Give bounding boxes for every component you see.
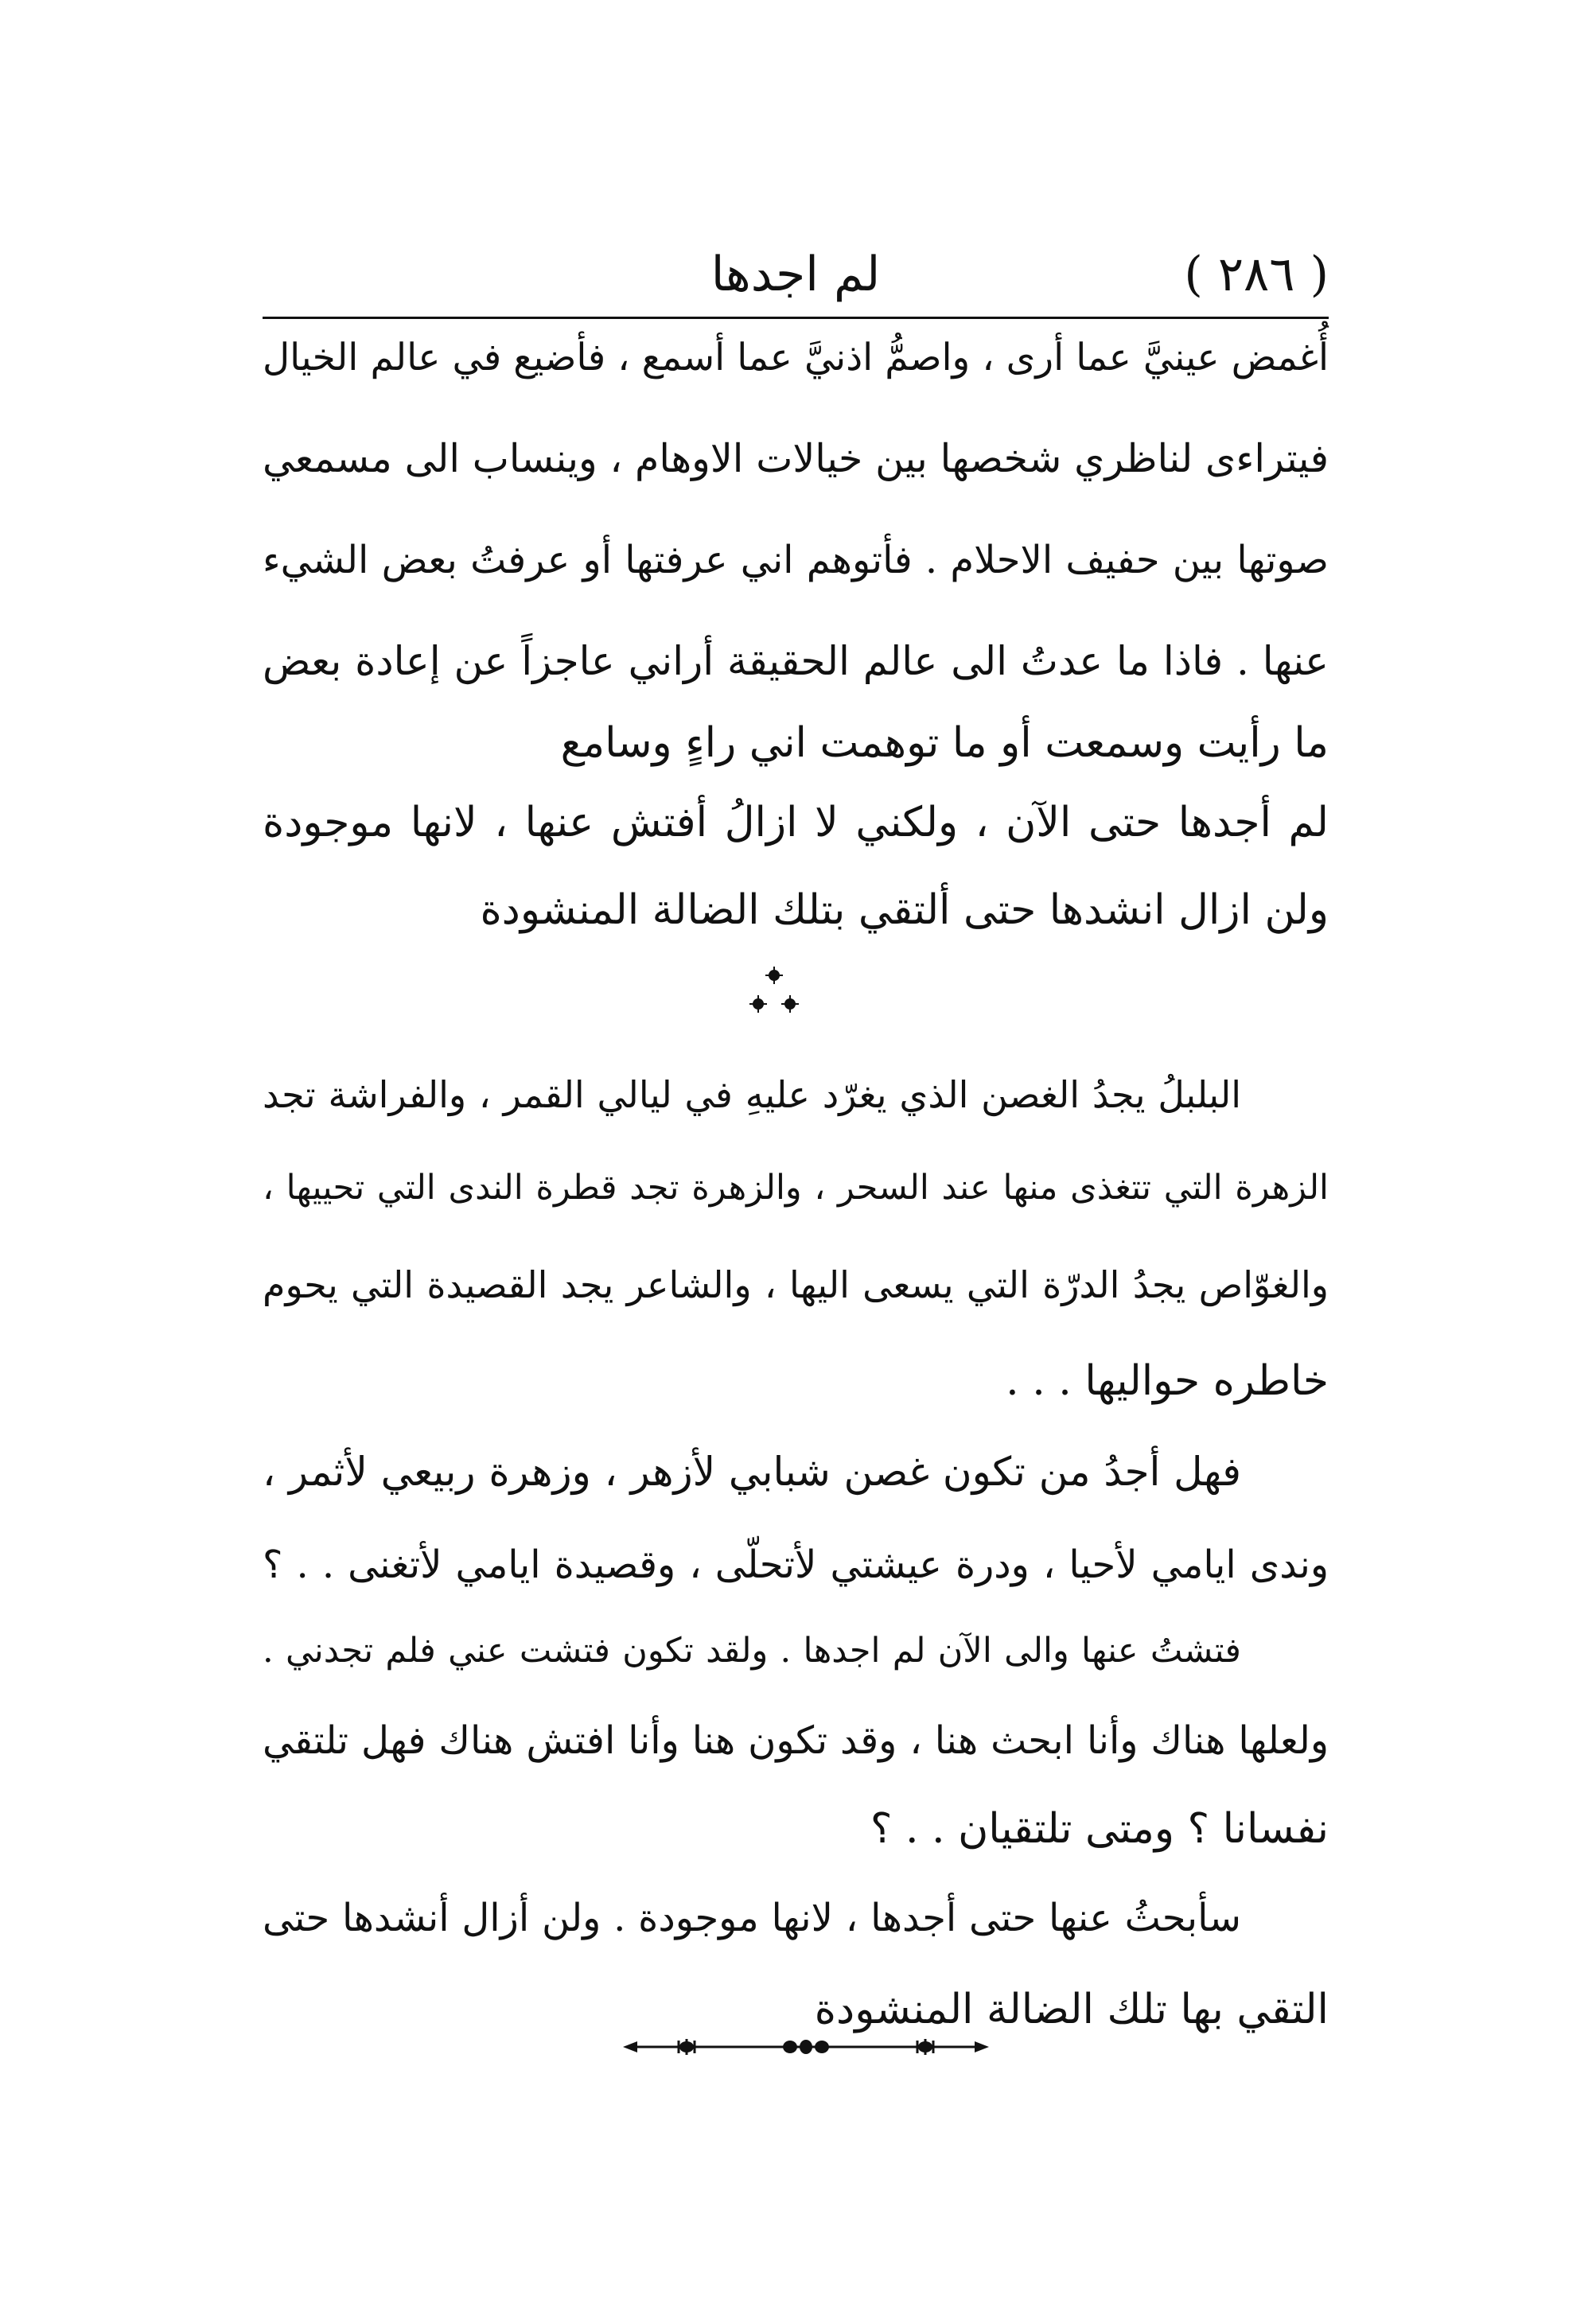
asterism-icon	[734, 964, 814, 1028]
text-line: والغوّاص يجدُ الدرّة التي يسعى اليها ، والشاعر يجد القصيدة التي يحوم	[263, 1263, 1329, 1306]
chapter-title: لم اجدها	[710, 247, 881, 302]
text-line: لم أجدها حتى الآن ، ولكني لا ازالُ أفتش عنها ، لانها موجودة	[263, 799, 1329, 846]
running-head	[263, 231, 1329, 318]
text-line: فيتراءى لناظري شخصها بين خيالات الاوهام ، وينساب الى مسمعي	[263, 436, 1329, 481]
page-number: ( ٢٨٦ )	[1184, 247, 1329, 302]
text-line: صوتها بين حفيف الاحلام . فأتوهم اني عرفتها أو عرفتُ بعض الشيء	[263, 538, 1329, 582]
text-line: التقي بها تلك الضالة المنشودة	[814, 1986, 1329, 2033]
text-line: وندى ايامي لأحيا ، ودرة عيشتي لأتحلّى ، وقصيدة ايامي لأتغنى . . ؟	[263, 1543, 1329, 1587]
text-line: الزهرة التي تتغذى منها عند السحر ، والزهرة تجد قطرة الندى التي تحييها ،	[263, 1168, 1329, 1208]
text-line: فهل أجدُ من تكون غصن شبابي لأزهر ، وزهرة ربيعي لأثمر ،	[263, 1449, 1241, 1495]
text-line: عنها . فاذا ما عدتُ الى عالم الحقيقة أراني عاجزاً عن إعادة بعض	[263, 638, 1329, 684]
text-line: فتشتُ عنها والى الآن لم اجدها . ولقد تكون فتشت عني فلم تجدني .	[263, 1631, 1241, 1671]
text-line: نفسانا ؟ ومتى تلتقيان . . ؟	[870, 1805, 1329, 1853]
text-line: البلبلُ يجدُ الغصن الذي يغرّد عليهِ في ليالي القمر ، والفراشة تجد	[263, 1073, 1241, 1116]
text-line: ولن ازال انشدها حتى ألتقي بتلك الضالة المنشودة	[480, 886, 1329, 934]
text-line: ولعلها هناك وأنا ابحث هنا ، وقد تكون هنا وأنا افتش هناك فهل تلتقي	[263, 1718, 1329, 1763]
text-line: خاطره حواليها . . .	[1006, 1357, 1329, 1405]
tailpiece-ornament-icon	[623, 2035, 989, 2059]
text-line: أُغمض عينيَّ عما أرى ، واصمُّ اذنيَّ عما أسمع ، فأضيع في عالم الخيال	[263, 336, 1329, 379]
text-line: سأبحثُ عنها حتى أجدها ، لانها موجودة . ولن أزال أنشدها حتى	[263, 1896, 1241, 1940]
text-line: ما رأيت وسمعت أو ما توهمت اني راءٍ وسامع	[560, 719, 1329, 767]
